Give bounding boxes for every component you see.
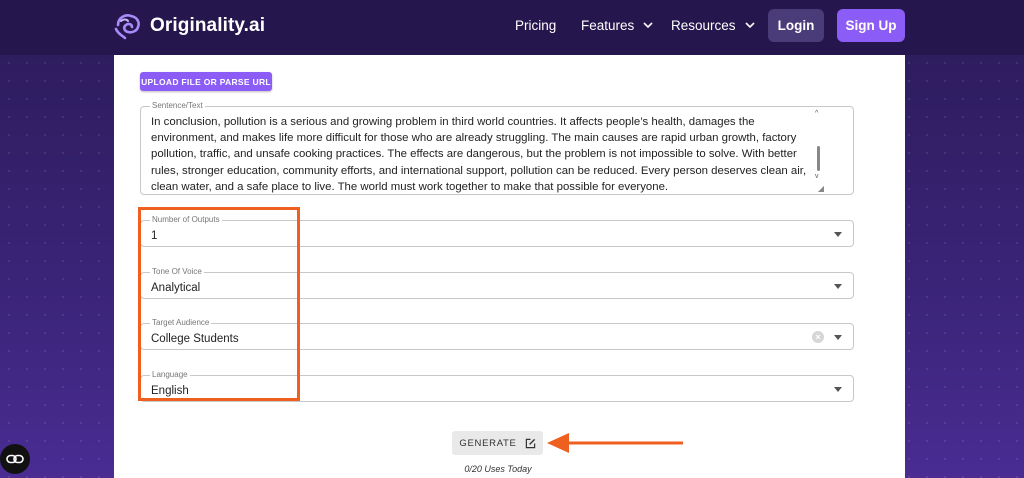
login-button[interactable]: Login xyxy=(768,9,824,42)
generate-label: GENERATE xyxy=(459,437,517,449)
audience-label: Target Audience xyxy=(152,318,210,327)
tone-value: Analytical xyxy=(151,282,201,294)
audience-value: College Students xyxy=(151,333,239,345)
sentence-text-area[interactable] xyxy=(140,101,854,195)
dropdown-caret-icon[interactable] xyxy=(834,335,842,340)
brain-logo-icon xyxy=(112,11,144,41)
chat-bubble-icon[interactable] xyxy=(0,444,30,474)
brand-name: Originality.ai xyxy=(150,15,266,36)
chevron-down-icon xyxy=(745,22,755,29)
language-value: English xyxy=(151,385,189,397)
clear-x-icon[interactable]: × xyxy=(812,331,824,343)
chevron-down-icon xyxy=(643,22,653,29)
nav-features-label: Features xyxy=(581,18,635,33)
outputs-value: 1 xyxy=(151,230,158,242)
dropdown-caret-icon[interactable] xyxy=(834,284,842,289)
brand-logo[interactable] xyxy=(112,9,265,43)
sentence-text-content: In conclusion, pollution is a serious and growing problem in third world countries. It affects people’s health, damages the environment, and makes life more difficult for those who are already struggling. The main causes are rapid urban growth, factory pollution, traffic, and unsafe cooking practices. The effects are dangerous, but the problem is not impossible to solve. With better rules, stronger education, community efforts, and international support, pollution can be reduced. Every person deserves clean air, clean water, and a safe place to live. The world must work together to make that possible for everyone. xyxy=(151,116,807,193)
nav-resources[interactable] xyxy=(671,18,755,33)
annotation-arrow-icon xyxy=(547,432,685,454)
nav-resources-label: Resources xyxy=(671,18,736,33)
generate-button[interactable] xyxy=(452,431,543,455)
annotation-highlight-box xyxy=(138,207,300,401)
scrollbar-thumb[interactable] xyxy=(817,146,820,171)
signup-button[interactable]: Sign Up xyxy=(837,9,905,42)
tone-label: Tone Of Voice xyxy=(152,267,202,276)
nav-pricing-label: Pricing xyxy=(515,18,557,33)
scroll-down-icon[interactable]: v xyxy=(815,173,819,180)
edit-square-icon xyxy=(525,438,536,449)
scroll-up-icon[interactable]: ^ xyxy=(815,110,819,117)
resize-handle-icon[interactable]: ◢ xyxy=(817,184,824,193)
language-label: Language xyxy=(152,370,188,379)
top-navbar xyxy=(0,0,1024,55)
nav-pricing[interactable] xyxy=(515,18,556,33)
outputs-label: Number of Outputs xyxy=(152,215,220,224)
upload-file-button[interactable]: UPLOAD FILE OR PARSE URL xyxy=(140,72,272,91)
dropdown-caret-icon[interactable] xyxy=(834,387,842,392)
sentence-text-label: Sentence/Text xyxy=(152,101,203,110)
uses-today-text: 0/20 Uses Today xyxy=(464,464,532,474)
textarea-scrollbar[interactable] xyxy=(815,110,823,182)
infinity-link-icon xyxy=(6,454,24,464)
nav-features[interactable] xyxy=(581,18,653,33)
dropdown-caret-icon[interactable] xyxy=(834,232,842,237)
main-panel xyxy=(114,55,905,478)
